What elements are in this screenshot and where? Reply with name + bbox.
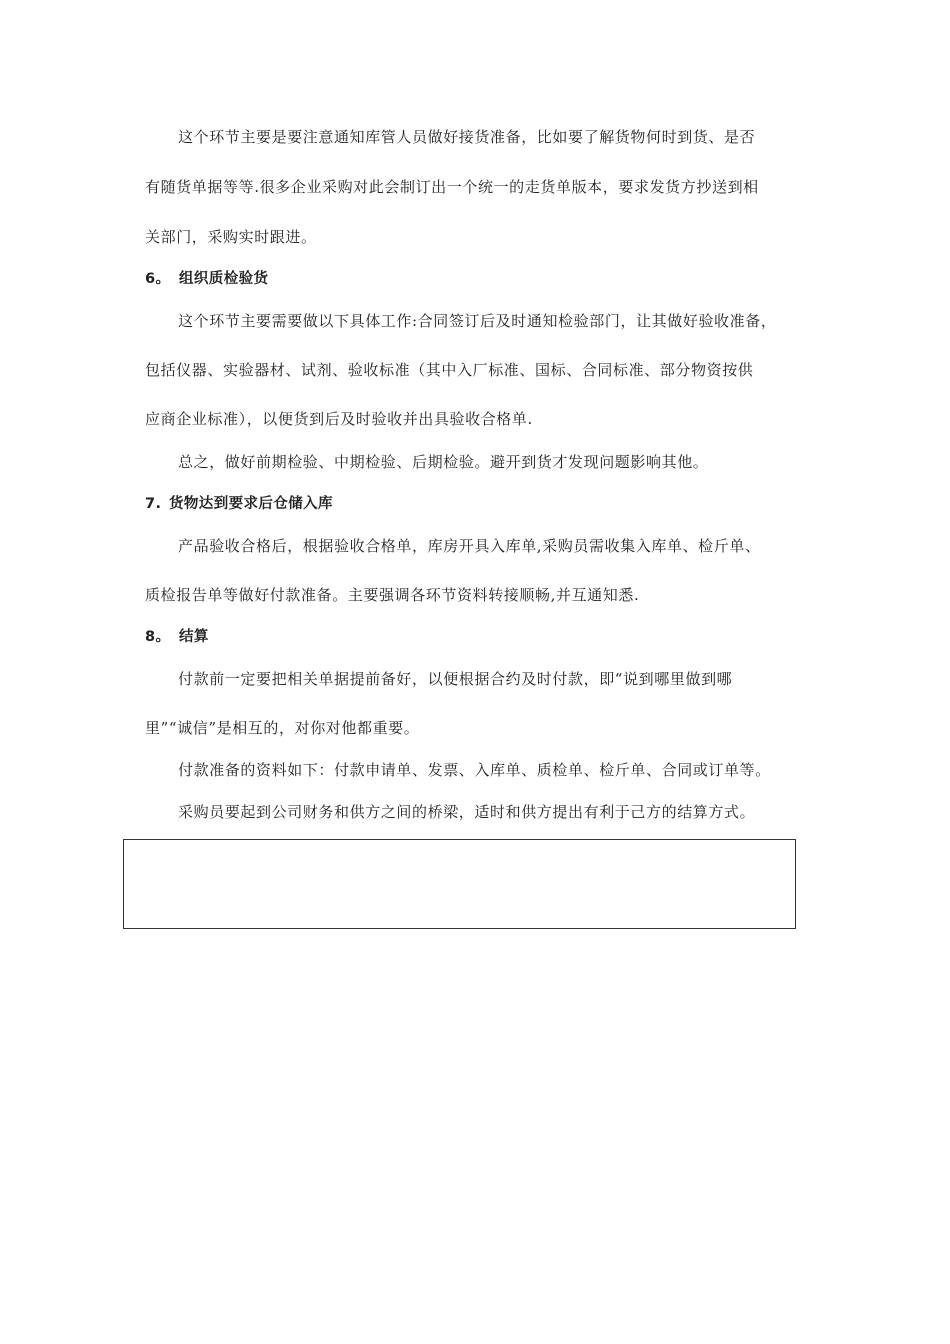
section-heading-8 [145,627,209,647]
paragraph-line: 应商企业标准），以便货到后及时验收并出具验收合格单. [145,410,533,428]
paragraph-line: 付款准备的资料如下：付款申请单、发票、入库单、质检单、检斤单、合同或订单等。 [178,761,771,779]
section-number: 7. [145,496,162,512]
paragraph-line: 这个环节主要需要做以下具体工作:合同签订后及时通知检验部门，让其做好验收准备， [178,312,777,330]
paragraph-line: 这个环节主要是要注意通知库管人员做好接货准备，比如要了解货物何时到货、是否 [178,128,756,146]
section-title: 组织质检验货 [179,271,269,287]
paragraph-line: 包括仪器、实验器材、试剂、验收标准（其中入厂标准、国标、合同标准、部分物资按供 [145,361,754,379]
paragraph-line: 关部门，采购实时跟进。 [145,228,317,246]
section-heading-6 [145,269,268,289]
paragraph-line: 里”“诚信”是相互的，对你对他都重要。 [145,719,420,737]
empty-text-box [123,839,796,929]
section-number: 8。 [145,629,171,645]
section-title: 结算 [179,629,209,645]
paragraph-line: 采购员要起到公司财务和供方之间的桥梁，适时和供方提出有利于己方的结算方式。 [178,803,756,821]
paragraph-line: 产品验收合格后，根据验收合格单，库房开具入库单,采购员需收集入库单、检斤单、 [178,537,761,555]
paragraph-line: 付款前一定要把相关单据提前备好，以便根据合约及时付款，即“说到哪里做到哪 [178,670,733,688]
section-heading-7 [145,494,333,514]
paragraph-line: 总之，做好前期检验、中期检验、后期检验。避开到货才发现问题影响其他。 [178,453,709,471]
paragraph-line: 有随货单据等等.很多企业采购对此会制订出一个统一的走货单版本，要求发货方抄送到相 [145,178,759,196]
paragraph-line: 质检报告单等做好付款准备。主要强调各环节资料转接顺畅,并互通知悉. [145,586,640,604]
section-number: 6。 [145,271,171,287]
section-title: 货物达到要求后仓储入库 [169,496,333,512]
